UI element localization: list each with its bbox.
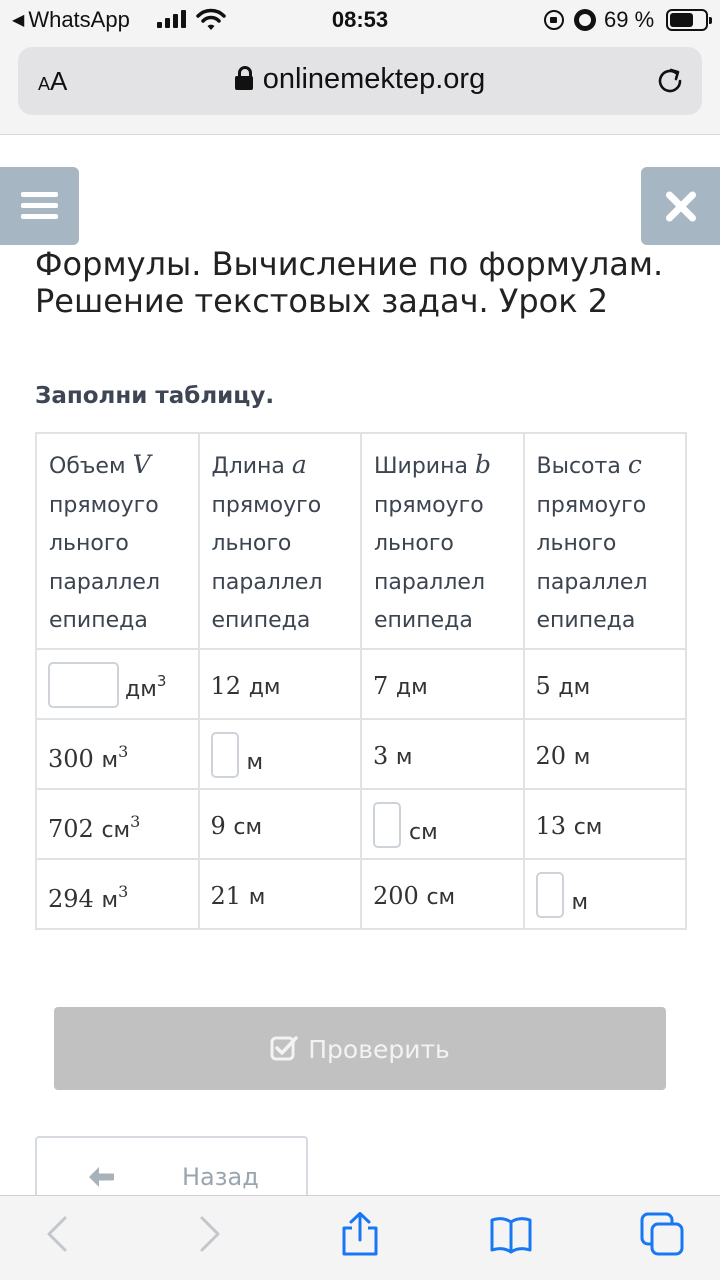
cell-width: 7 дм xyxy=(361,649,524,719)
cell-width xyxy=(361,789,524,859)
menu-button[interactable] xyxy=(0,167,79,245)
length-answer-input[interactable] xyxy=(211,732,239,778)
table-row xyxy=(36,649,686,719)
browser-toolbar xyxy=(0,1195,720,1280)
table-row xyxy=(36,859,686,929)
cell-height xyxy=(524,859,687,929)
cell-volume xyxy=(36,649,199,719)
header-length: Длина a прямоуго льного параллел епипеда xyxy=(199,433,362,649)
browser-header xyxy=(0,40,720,135)
browser-back-icon[interactable] xyxy=(37,1212,81,1256)
url-text: onlinemektep.org xyxy=(262,63,486,95)
tabs-icon[interactable] xyxy=(640,1212,684,1256)
lock-icon xyxy=(235,66,253,90)
battery-fill xyxy=(670,13,693,27)
back-app-label: WhatsApp xyxy=(28,7,130,32)
checkbox-check-icon xyxy=(270,1034,298,1062)
check-button-label: Проверить xyxy=(308,1035,450,1064)
cell-length: 21 м xyxy=(199,859,362,929)
table-row xyxy=(36,719,686,789)
header-volume: Объем V прямоуго льного параллел епипеда xyxy=(36,433,199,649)
back-button-label: Назад xyxy=(182,1163,259,1191)
alarm-icon xyxy=(574,9,596,31)
header-height: Высота c прямоуго льного параллел епипеда xyxy=(524,433,687,649)
close-icon xyxy=(641,167,720,245)
table-header-row xyxy=(36,433,686,649)
text-size-button[interactable]: AA xyxy=(38,66,68,96)
volume-answer-input[interactable] xyxy=(48,662,119,708)
task-instruction: Заполни таблицу. xyxy=(35,383,275,409)
height-unit: м xyxy=(571,890,589,915)
address-bar[interactable] xyxy=(18,47,702,115)
battery-icon xyxy=(666,9,708,31)
url-display[interactable] xyxy=(18,63,702,96)
cell-height: 20 м xyxy=(524,719,687,789)
bookmarks-icon[interactable] xyxy=(489,1212,533,1256)
clock: 08:53 xyxy=(331,7,389,32)
browser-forward-icon[interactable] xyxy=(186,1212,230,1256)
cell-length xyxy=(199,719,362,789)
volume-unit: $дм^3$ xyxy=(125,672,167,702)
battery-percentage: 69 % xyxy=(604,7,655,32)
orientation-lock-icon xyxy=(544,10,564,30)
page-title: Формулы. Вычисление по формулам. Решение текстовых задач. Урок 2 xyxy=(35,245,664,320)
height-answer-input[interactable] xyxy=(536,872,564,918)
status-bar xyxy=(0,0,720,40)
close-button[interactable] xyxy=(641,167,720,245)
hamburger-icon xyxy=(21,192,58,197)
cell-length: 9 см xyxy=(199,789,362,859)
width-answer-input[interactable] xyxy=(373,802,401,848)
exercise-table xyxy=(35,432,687,930)
cell-length: 12 дм xyxy=(199,649,362,719)
cell-height: 13 см xyxy=(524,789,687,859)
back-triangle-icon: ◀ xyxy=(12,12,25,29)
header-width: Ширина b прямоуго льного параллел епипеда xyxy=(361,433,524,649)
cell-volume: 300 $м^3$ xyxy=(36,719,199,789)
cell-width: 3 м xyxy=(361,719,524,789)
cell-volume: 294 $м^3$ xyxy=(36,859,199,929)
reload-icon[interactable] xyxy=(654,65,686,97)
check-button[interactable] xyxy=(54,1007,666,1090)
cell-width: 200 см xyxy=(361,859,524,929)
width-unit: см xyxy=(409,820,438,845)
cell-height: 5 дм xyxy=(524,649,687,719)
length-unit: м xyxy=(246,750,264,775)
share-icon[interactable] xyxy=(338,1212,382,1256)
table-row xyxy=(36,789,686,859)
arrow-left-icon xyxy=(87,1165,115,1189)
cell-volume: 702 $см^3$ xyxy=(36,789,199,859)
